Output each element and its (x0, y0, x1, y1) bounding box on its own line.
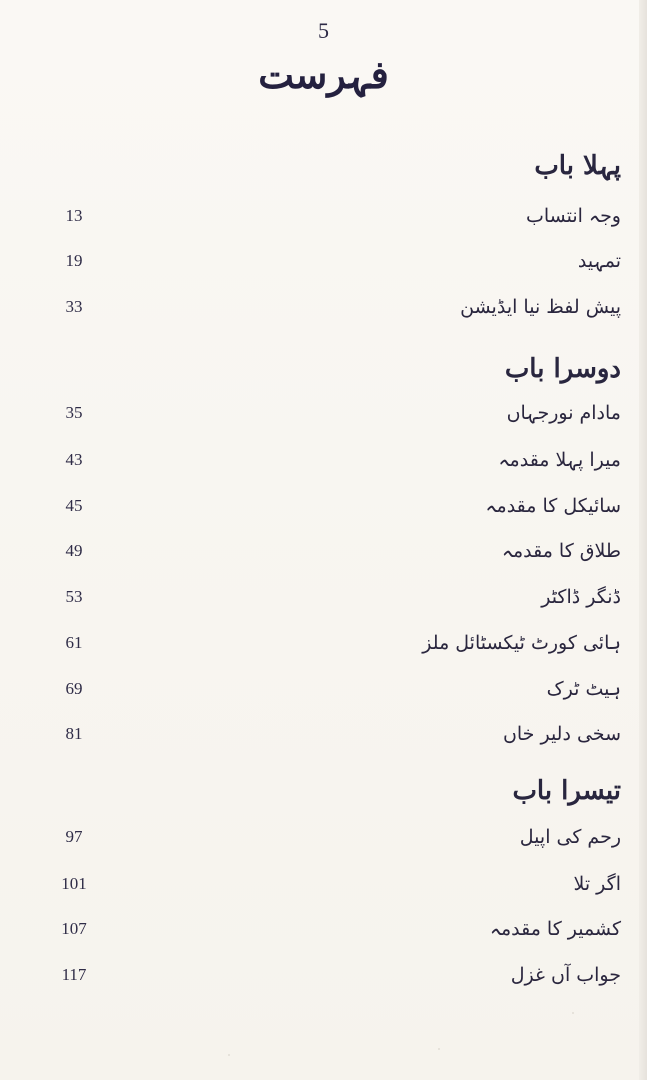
toc-row-6 (48, 495, 621, 523)
toc-item-page: 53 (65, 587, 83, 606)
toc-row-8 (48, 586, 621, 614)
toc-item-page: 97 (65, 827, 83, 846)
section-heading-2: دوسرا باب (504, 354, 621, 384)
paper-speck (228, 1054, 230, 1056)
toc-item-label: رحم کی اپیل (519, 826, 621, 848)
toc-item-page: 33 (65, 297, 83, 316)
toc-item-page: 19 (65, 251, 83, 270)
toc-row-7 (48, 540, 621, 568)
toc-item-page: 117 (61, 965, 87, 984)
toc-item-label: پیش لفظ نیا ایڈیشن (460, 296, 621, 318)
toc-item-page: 13 (65, 206, 83, 225)
toc-item-label: سخی دلیر خاں (502, 723, 621, 745)
toc-row-12 (48, 826, 621, 854)
toc-item-label: کشمیر کا مقدمہ (489, 918, 621, 940)
toc-row-15 (48, 964, 621, 992)
toc-row-9 (48, 632, 621, 660)
paper-speck (572, 1012, 574, 1014)
page-edge (639, 0, 647, 1080)
page-title: فہرست (258, 52, 389, 97)
toc-item-label: تمہید (577, 250, 621, 272)
toc-item-page: 101 (61, 874, 87, 893)
toc-item-label: اگر تلا (573, 873, 621, 895)
toc-item-label: سائیکل کا مقدمہ (485, 495, 621, 517)
section-heading-1: پہلا باب (534, 151, 621, 181)
toc-row-14 (48, 918, 621, 946)
toc-item-page: 107 (61, 919, 87, 938)
toc-row-1 (48, 205, 621, 233)
toc-row-4 (48, 402, 621, 430)
toc-item-label: ہائی کورٹ ٹیکسٹائل ملز (422, 632, 621, 654)
toc-row-3 (48, 296, 621, 324)
toc-item-label: ہیٹ ٹرک (546, 678, 621, 700)
page-number: 5 (318, 18, 329, 43)
toc-item-page: 81 (65, 724, 83, 743)
toc-item-page: 69 (65, 679, 83, 698)
toc-row-10 (48, 678, 621, 706)
toc-item-page: 49 (65, 541, 83, 560)
toc-item-page: 45 (65, 496, 83, 515)
toc-item-label: وجہ انتساب (525, 205, 621, 227)
toc-item-page: 43 (65, 450, 83, 469)
toc-row-5 (48, 449, 621, 477)
toc-row-2 (48, 250, 621, 278)
section-heading-3: تیسرا باب (512, 776, 621, 806)
toc-row-11 (48, 723, 621, 751)
toc-item-page: 61 (65, 633, 83, 652)
toc-item-label: ڈنگر ڈاکٹر (541, 586, 621, 608)
paper-speck (438, 1048, 440, 1050)
toc-item-label: جواب آں غزل (510, 964, 621, 986)
toc-item-label: مادام نورجہاں (506, 402, 621, 424)
toc-item-label: میرا پہلا مقدمہ (498, 449, 621, 471)
toc-item-label: طلاق کا مقدمہ (501, 540, 621, 562)
toc-row-13 (48, 873, 621, 901)
toc-item-page: 35 (65, 403, 83, 422)
